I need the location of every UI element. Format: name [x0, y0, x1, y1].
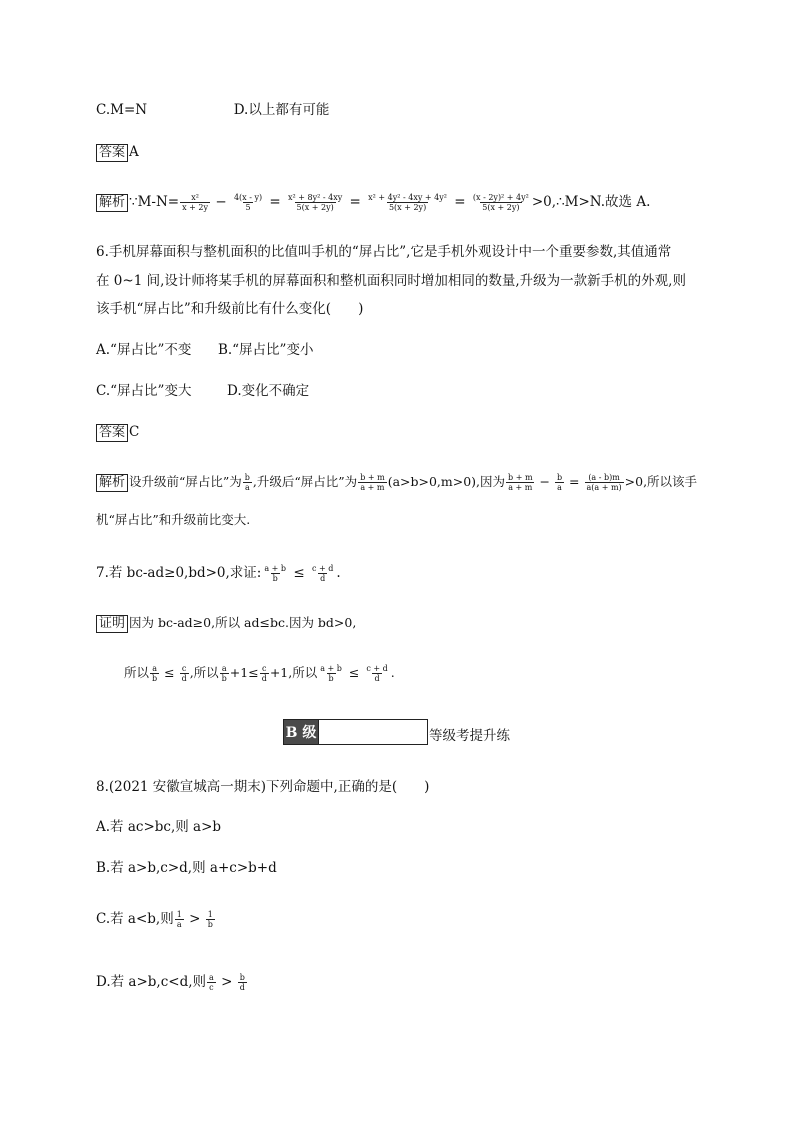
q6-option-d: D.变化不确定: [227, 383, 310, 399]
q8-option-a: A.若 ac>bc,则 a>b: [96, 819, 222, 835]
fraction: $\frac{a}{b}$: [152, 664, 158, 683]
analysis-tail: >0,∴M>N.故选 A.: [531, 194, 651, 210]
fraction: $\frac{1}{b}$: [207, 910, 213, 929]
fraction: $\frac{c}{d}$: [181, 664, 187, 683]
analysis-tag: 解析: [96, 194, 128, 212]
fraction: $\frac{\text{x² + 4y² - 4xy + 4y²}}{5(x + 2y)}$: [368, 193, 447, 212]
q5-answer: [96, 143, 139, 162]
fraction: $\frac{c + d}{d}$: [366, 664, 388, 683]
fraction: $\frac{b + m}{a + m}$: [360, 473, 385, 492]
fraction: $\frac{4(x - y)}{5}$: [233, 193, 263, 212]
q8-option-b: B.若 a>b,c>d,则 a+c>b+d: [96, 860, 277, 876]
fraction: $\frac{b + m}{a + m}$: [508, 473, 533, 492]
q6-options-row-1: [96, 341, 313, 359]
q6-analysis: 解析 设升级前“屏占比”为 $\frac{b}{a}$ ,升级后“屏占比”为 $\frac{b + m}{a + m}$ (a>b>0,m>0),因为 $\frac{b + m}{a + m}$ − $\frac{b}{a}$ = $\frac{(a - b)m}{a(a + m)}$ >0,所以该手: [96, 473, 697, 492]
section-b-header: [283, 720, 510, 745]
q6-stem-line-2: 在 0~1 间,设计师将某手机的屏幕面积和整机面积同时增加相同的数量,升级为一款新手机的外观,则: [96, 273, 686, 289]
q5-options: [96, 101, 329, 119]
q8-option-c: C.若 a<b,则 $\frac{1}{a}$ > $\frac{1}{b}$: [96, 910, 213, 929]
proof-tag: 证明: [96, 615, 128, 633]
q6-answer: [96, 423, 139, 442]
fraction: $\frac{\text{(x - 2y)² + 4y²}}{5(x + 2y)}$: [472, 193, 529, 212]
q5-option-d: D.以上都有可能: [233, 102, 330, 118]
fraction: $\frac{(a - b)m}{a(a + m)}$: [586, 473, 622, 492]
q6-option-a: A.“屏占比”不变: [96, 342, 192, 358]
q6-option-b: B.“屏占比”变小: [217, 342, 314, 358]
q6-options-row-2: [96, 382, 309, 400]
analysis-tag: 解析: [96, 474, 128, 492]
fraction: $\frac{c + d}{d}$: [311, 564, 334, 583]
fraction: $\frac{b}{a}$: [244, 473, 250, 492]
fraction: $\frac{b}{d}$: [239, 973, 245, 992]
answer-value: A: [129, 144, 139, 160]
fraction: $\frac{\text{x² + 8y² - 4xy}}{5(x + 2y)}$: [288, 193, 343, 212]
answer-value: C: [129, 424, 140, 440]
fraction: $\frac{1}{a}$: [176, 910, 182, 929]
q7-proof: 证明 因为 bc-ad≥0,所以 ad≤bc.因为 bd>0,: [96, 614, 356, 633]
fraction: $\frac{\text{x²}}{x + 2y}$: [182, 193, 209, 212]
q5-option-c: C.M=N: [96, 102, 148, 118]
analysis-lead: ∵M-N=: [129, 194, 180, 210]
q8-option-d: D.若 a>b,c<d,则 $\frac{a}{c}$ > $\frac{b}{d}$: [96, 973, 245, 992]
q7-proof-line-2: 所以 $\frac{a}{b}$ ≤ $\frac{c}{d}$ ,所以 $\frac{a}{b}$ +1≤ $\frac{c}{d}$ +1,所以 $\frac{a + b}{b}$ ≤ $\frac{c + d}{d}$ .: [124, 664, 395, 683]
q7-stem: 7.若 bc-ad≥0,bd>0,求证: $\frac{a + b}{b}$ ≤ $\frac{c + d}{d}$ .: [96, 564, 341, 583]
section-b-badge: B 级: [283, 719, 319, 745]
fraction: $\frac{a}{b}$: [221, 664, 227, 683]
q6-stem-line-1: 6.手机屏幕面积与整机面积的比值叫手机的“屏占比”,它是手机外观设计中一个重要参数,其值通常: [96, 244, 672, 260]
q8-stem: 8.(2021 安徽宣城高一期末)下列命题中,正确的是( ): [96, 779, 430, 795]
answer-tag: 答案: [96, 424, 128, 442]
q5-analysis: 解析 ∵M-N= $\frac{\text{x²}}{x + 2y}$ − $\frac{4(x - y)}{5}$ = $\frac{\text{x² + 8y² - 4xy}}{5(x + 2y)}$ = $\frac{\text{x² + 4y² - 4xy + 4y²}}{5(x + 2y)}$ = $\frac{\text{(x - 2y)² + 4y²}}{5(x + 2y)}$ >0,∴M>N.故选 A.: [96, 193, 650, 212]
section-b-title: 等级考提升练: [429, 728, 510, 744]
q6-stem-line-3: 该手机“屏占比”和升级前比有什么变化( ): [96, 301, 364, 317]
fraction: $\frac{b}{a}$: [556, 473, 563, 492]
section-b-box: [319, 719, 428, 745]
fraction: $\frac{a}{c}$: [209, 973, 214, 992]
fraction: $\frac{a + b}{b}$: [320, 664, 342, 683]
fraction: $\frac{a + b}{b}$: [264, 564, 287, 583]
answer-tag: 答案: [96, 144, 128, 162]
q6-option-c: C.“屏占比”变大: [96, 383, 192, 399]
fraction: $\frac{c}{d}$: [261, 664, 267, 683]
q6-analysis-cont: 机“屏占比”和升级前比变大.: [96, 512, 251, 527]
